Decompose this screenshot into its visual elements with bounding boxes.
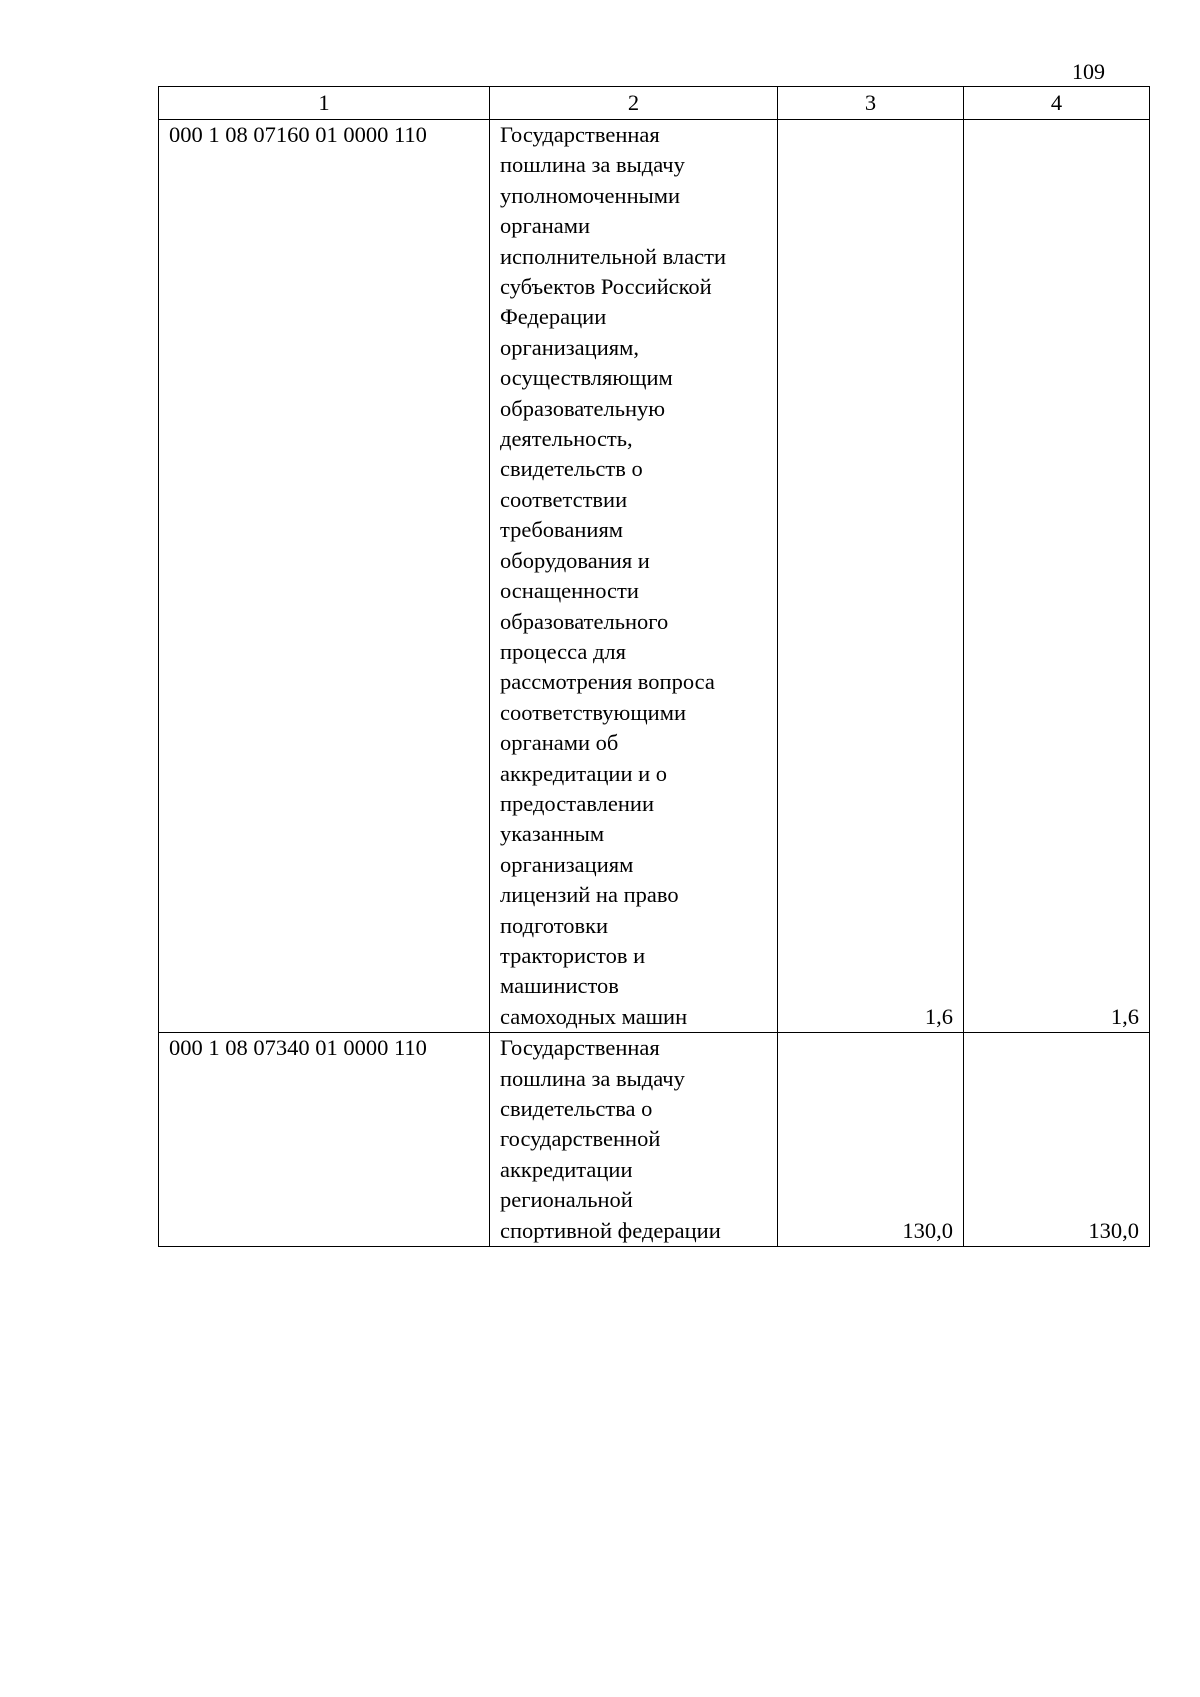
name-line: организациям, bbox=[500, 334, 639, 360]
name-line: предоставлении bbox=[500, 790, 654, 816]
value-cell-4: 1,6 bbox=[964, 120, 1150, 1033]
code-cell: 000 1 08 07340 01 0000 110 bbox=[159, 1033, 490, 1247]
name-line: Федерации bbox=[500, 304, 607, 330]
name-line: исполнительной власти bbox=[500, 243, 726, 269]
header-cell-4: 4 bbox=[964, 87, 1150, 120]
code-cell: 000 1 08 07160 01 0000 110 bbox=[159, 120, 490, 1033]
budget-table bbox=[158, 86, 1150, 1247]
name-line: соответствующими bbox=[500, 699, 686, 725]
name-line: процесса для bbox=[500, 638, 627, 664]
header-cell-1: 1 bbox=[159, 87, 490, 120]
name-line: трактористов и bbox=[500, 942, 646, 968]
name-line: спортивной федерации bbox=[500, 1217, 721, 1243]
name-line: свидетельства о bbox=[500, 1096, 653, 1121]
name-cell bbox=[490, 120, 778, 1033]
name-line: образовательного bbox=[500, 608, 669, 634]
name-line: пошлина за выдачу bbox=[500, 1065, 685, 1091]
header-cell-3: 3 bbox=[778, 87, 964, 120]
name-line: оборудования и bbox=[500, 547, 650, 573]
name-line: машинистов bbox=[500, 973, 619, 999]
name-line: образовательную bbox=[500, 395, 666, 421]
name-line: подготовки bbox=[500, 912, 609, 938]
name-cell bbox=[490, 1033, 778, 1247]
name-line: самоходных машин bbox=[500, 1003, 688, 1029]
name-line: пошлина за выдачу bbox=[500, 152, 685, 178]
name-line: указанным bbox=[500, 821, 605, 847]
name-line: лицензий на право bbox=[500, 882, 679, 908]
name-line: требованиям bbox=[500, 517, 624, 543]
name-line: деятельность, bbox=[500, 426, 633, 452]
value-cell-3: 130,0 bbox=[778, 1033, 964, 1247]
name-line: оснащенности bbox=[500, 578, 639, 604]
name-line: аккредитации и о bbox=[500, 760, 668, 786]
name-line: органами bbox=[500, 213, 591, 239]
table-row bbox=[159, 120, 1150, 1033]
name-line: соответствии bbox=[500, 486, 628, 512]
name-line: государственной bbox=[500, 1126, 661, 1152]
value-cell-3: 1,6 bbox=[778, 120, 964, 1033]
name-line: организациям bbox=[500, 851, 634, 877]
name-line: рассмотрения вопроса bbox=[500, 669, 715, 695]
name-line: осуществляющим bbox=[500, 365, 673, 391]
name-line: органами об bbox=[500, 730, 619, 756]
table-header-row bbox=[159, 87, 1150, 120]
header-cell-2: 2 bbox=[490, 87, 778, 120]
name-line: Государственная bbox=[500, 1035, 660, 1061]
page-number: 109 bbox=[1072, 59, 1105, 84]
name-line: свидетельств о bbox=[500, 456, 643, 482]
table-row bbox=[159, 1033, 1150, 1247]
name-line: субъектов Российской bbox=[500, 274, 712, 300]
name-line: региональной bbox=[500, 1187, 633, 1213]
name-line: аккредитации bbox=[500, 1156, 633, 1182]
name-line: уполномоченными bbox=[500, 182, 681, 208]
value-cell-4: 130,0 bbox=[964, 1033, 1150, 1247]
name-line: Государственная bbox=[500, 122, 660, 147]
